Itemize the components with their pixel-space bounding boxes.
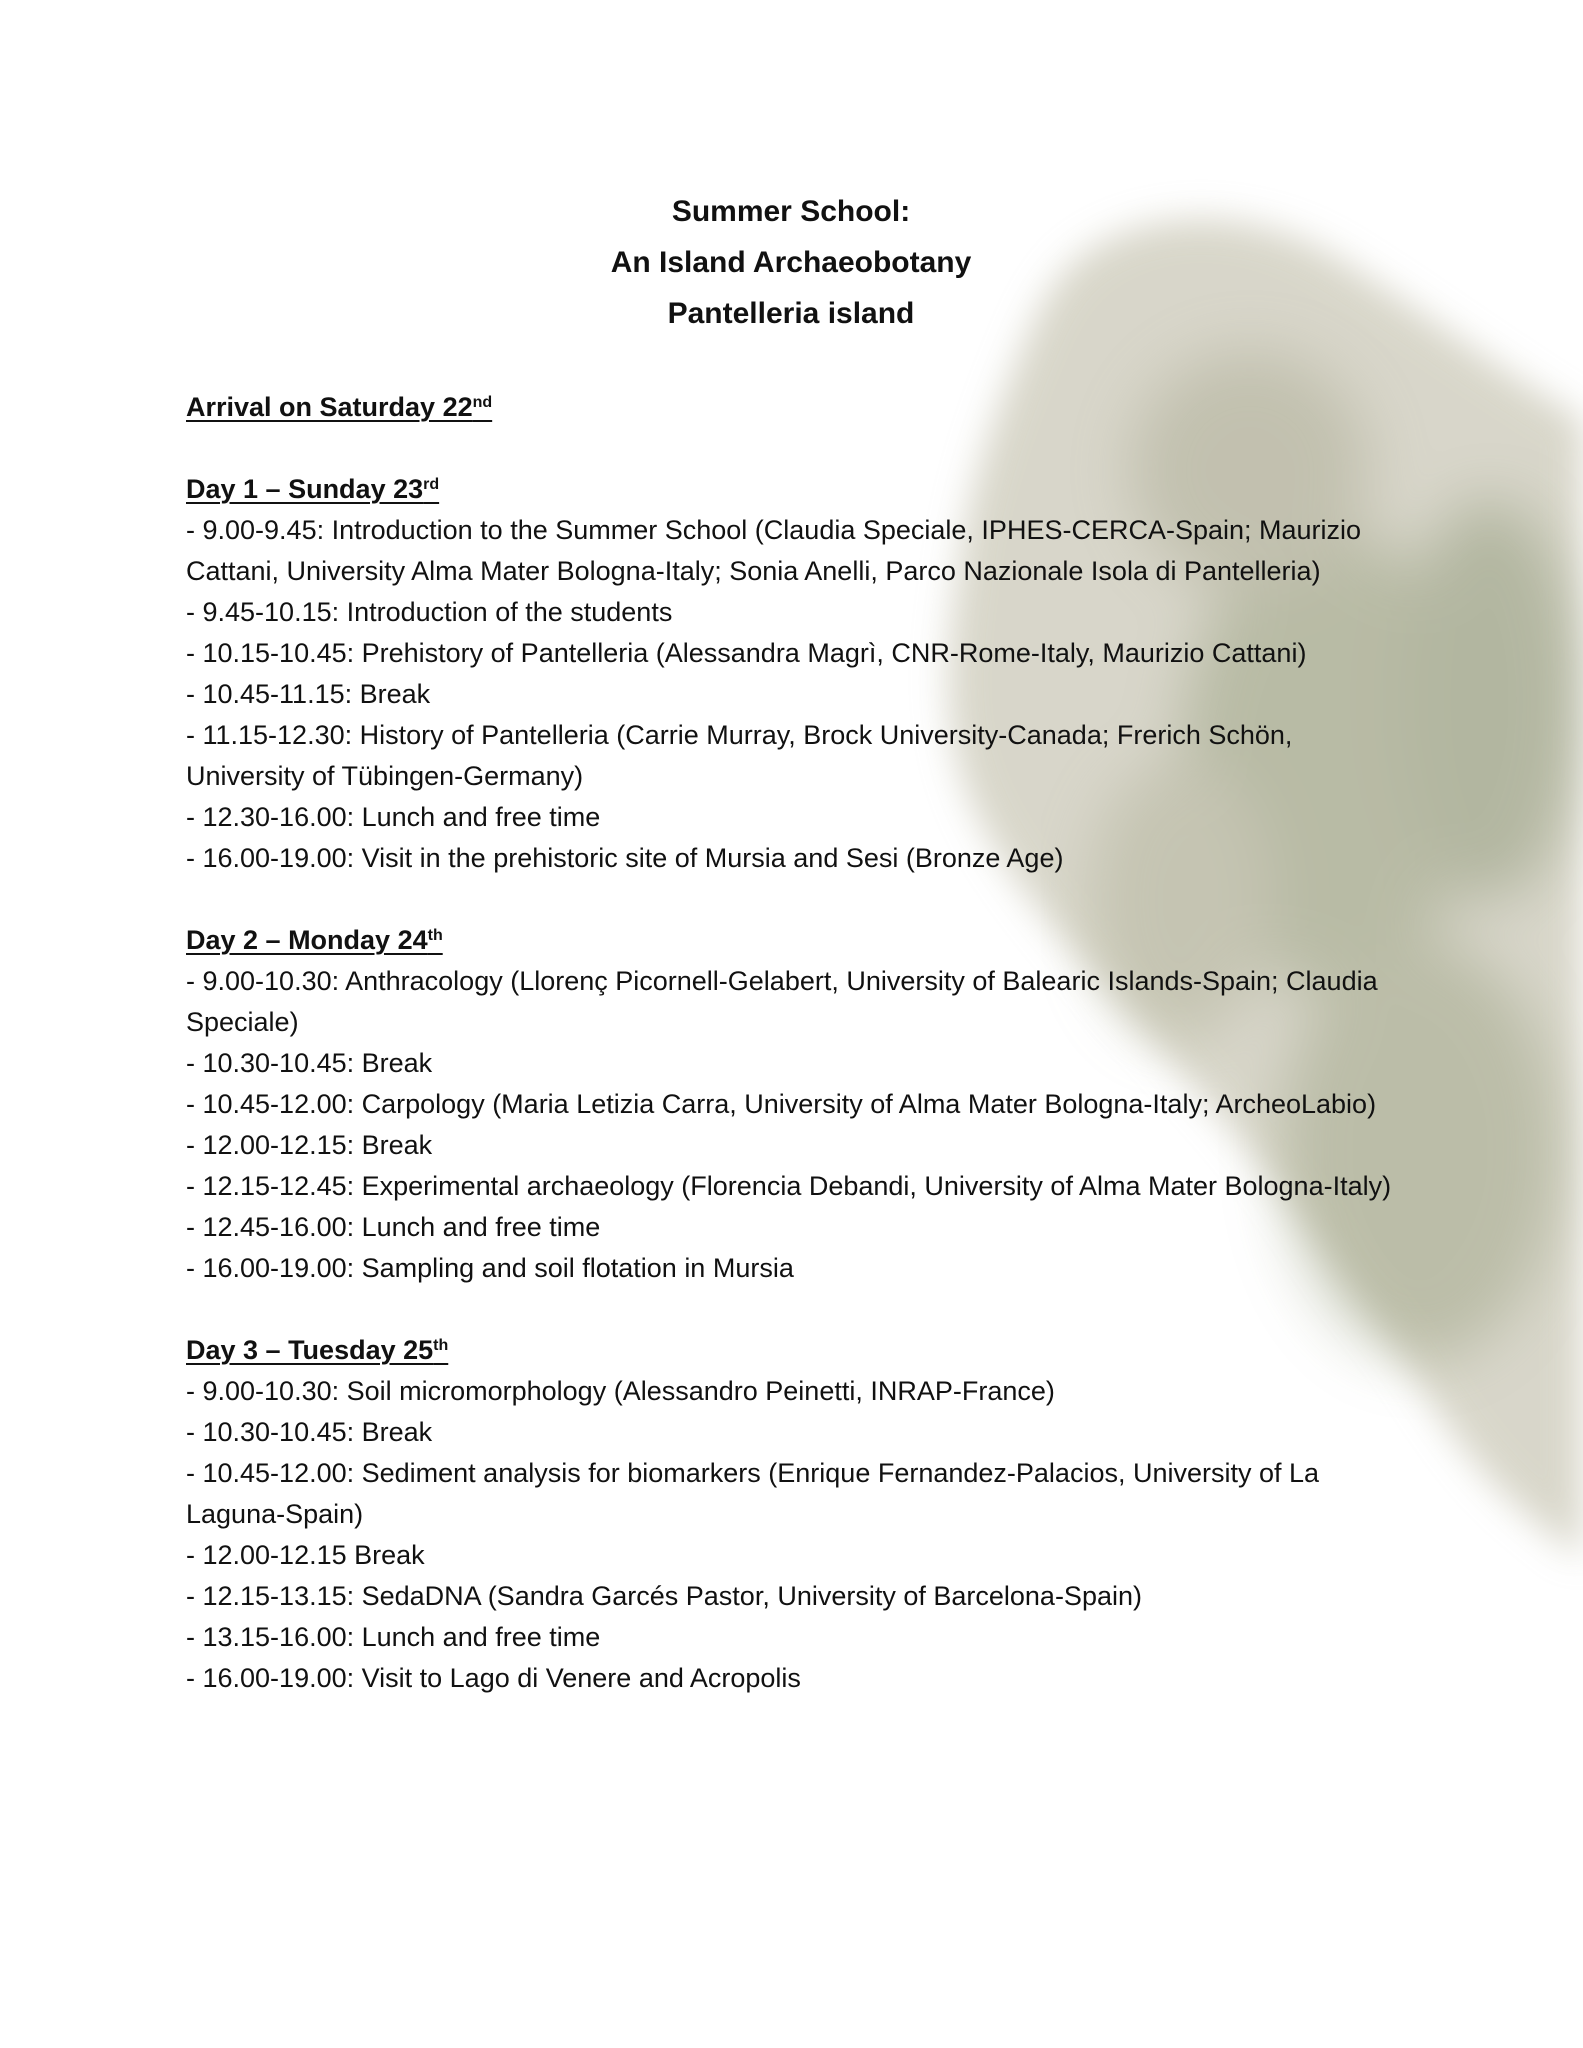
schedule-item: - 12.30-16.00: Lunch and free time [186, 802, 601, 832]
schedule-item: - 9.00-9.45: Introduction to the Summer School (Claudia Speciale, IPHES-CERCA-Spain; Maurizio Cattani, University Alma Mater Bologna-Italy; Sonia Anelli, Parco Nazionale Isola di Pantelleria) [186, 515, 1362, 586]
arrival-section [186, 387, 1416, 428]
title-line-2: An Island Archaeobotany [610, 246, 972, 279]
schedule-item: - 10.15-10.45: Prehistory of Pantelleria (Alessandra Magrì, CNR-Rome-Italy, Maurizio Cattani) [186, 638, 1307, 668]
schedule-item: - 9.00-10.30: Anthracology (Llorenç Picornell-Gelabert, University of Balearic Islands-Spain; Claudia Speciale) [186, 966, 1378, 1037]
schedule-item: - 12.15-13.15: SedaDNA (Sandra Garcés Pastor, University of Barcelona-Spain) [186, 1581, 1142, 1611]
schedule-item: - 16.00-19.00: Sampling and soil flotation in Mursia [186, 1253, 794, 1283]
title-line-3: Pantelleria island [667, 297, 915, 330]
day-2-section [186, 920, 1416, 1289]
schedule-item: - 11.15-12.30: History of Pantelleria (Carrie Murray, Brock University-Canada; Frerich Schön, University of Tübingen-Germany) [186, 720, 1293, 791]
schedule-item: - 9.00-10.30: Soil micromorphology (Alessandro Peinetti, INRAP-France) [186, 1376, 1055, 1406]
schedule-item: - 10.45-12.00: Sediment analysis for biomarkers (Enrique Fernandez-Palacios, University of La Laguna-Spain) [186, 1458, 1320, 1529]
schedule-item: - 10.45-11.15: Break [186, 679, 431, 709]
day-1-schedule [186, 510, 1416, 879]
day-3-schedule [186, 1371, 1416, 1699]
schedule-item: - 12.45-16.00: Lunch and free time [186, 1212, 601, 1242]
day-3-section [186, 1330, 1416, 1699]
schedule-item: - 10.30-10.45: Break [186, 1417, 433, 1447]
day-3-heading: Day 3 – Tuesday 25th [186, 1335, 449, 1365]
day-2-heading: Day 2 – Monday 24th [186, 925, 443, 955]
day-1-section [186, 469, 1416, 879]
schedule-item: - 16.00-19.00: Visit in the prehistoric site of Mursia and Sesi (Bronze Age) [186, 843, 1064, 873]
schedule-item: - 13.15-16.00: Lunch and free time [186, 1622, 601, 1652]
arrival-heading: Arrival on Saturday 22nd [186, 392, 493, 422]
schedule-item: - 12.00-12.15: Break [186, 1130, 433, 1160]
title-line-1: Summer School: [671, 195, 911, 228]
schedule-item: - 16.00-19.00: Visit to Lago di Venere and Acropolis [186, 1663, 801, 1693]
day-1-heading: Day 1 – Sunday 23rd [186, 474, 440, 504]
document-page [186, 186, 1416, 1699]
day-2-schedule [186, 961, 1416, 1289]
schedule-item: - 9.45-10.15: Introduction of the students [186, 597, 673, 627]
schedule-item: - 12.00-12.15 Break [186, 1540, 425, 1570]
schedule-item: - 12.15-12.45: Experimental archaeology (Florencia Debandi, University of Alma Mater Bologna-Italy) [186, 1171, 1392, 1201]
document-title [186, 186, 1396, 339]
schedule-item: - 10.45-12.00: Carpology (Maria Letizia Carra, University of Alma Mater Bologna-Italy; ArcheoLabio) [186, 1089, 1377, 1119]
schedule-item: - 10.30-10.45: Break [186, 1048, 433, 1078]
